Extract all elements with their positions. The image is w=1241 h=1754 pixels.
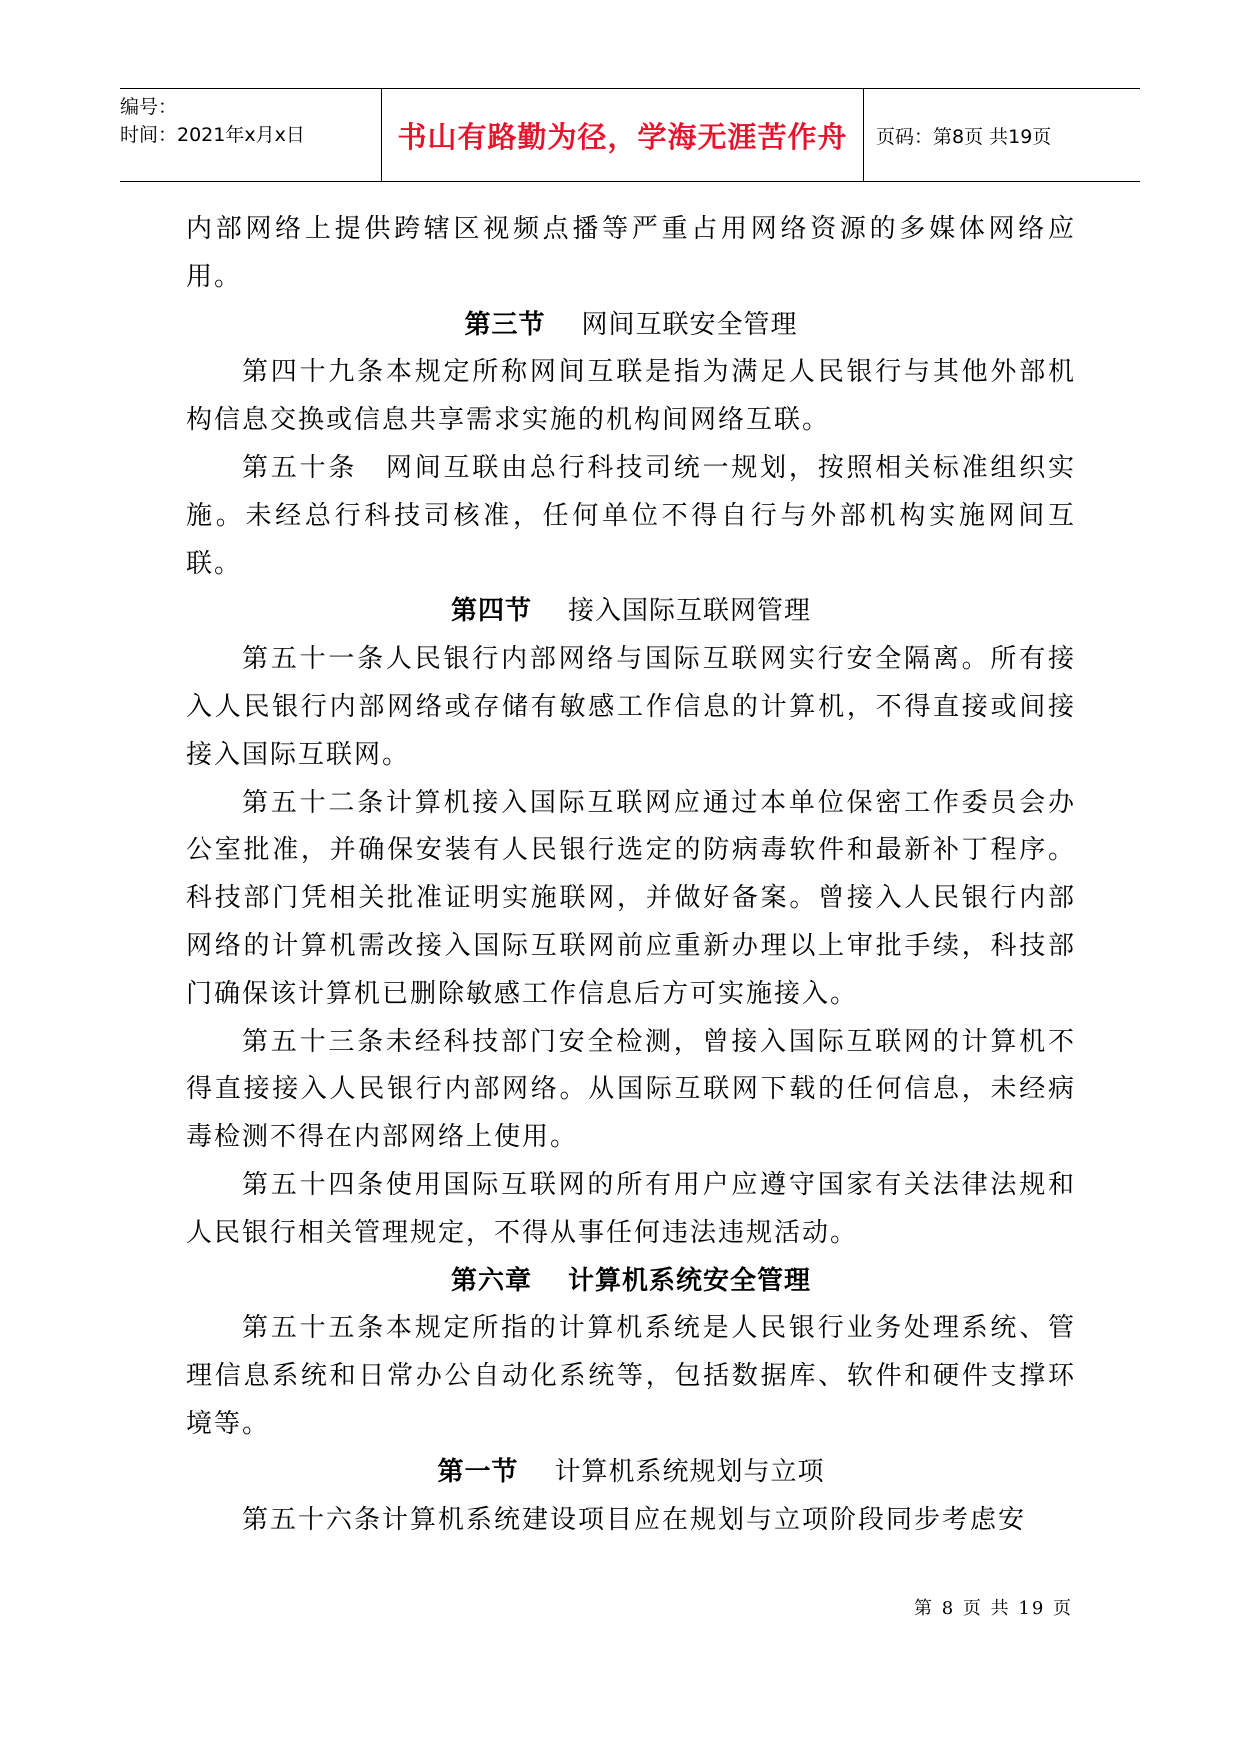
article-53: 第五十三条未经科技部门安全检测，曾接入国际互联网的计算机不得直接接入人民银行内部网络。从国际互联网下载的任何信息，未经病毒检测不得在内部网络上使用。 <box>186 1026 1076 1153</box>
section-heading-3 <box>186 302 1076 350</box>
section-heading-1 <box>186 1449 1076 1497</box>
chapter-number: 第六章 <box>450 1265 532 1296</box>
header-page-label: 页码：第8页 共19页 <box>876 125 1052 148</box>
article-50: 第五十条 网间互联由总行科技司统一规划，按照相关标准组织实施。未经总行科技司核准，任何单位不得自行与外部机构实施网间互联。 <box>186 452 1076 579</box>
paragraph: 内部网络上提供跨辖区视频点播等严重占用网络资源的多媒体网络应用。 <box>186 214 1076 292</box>
page-header <box>120 88 1140 182</box>
article-55: 第五十五条本规定所指的计算机系统是人民银行业务处理系统、管理信息系统和日常办公自动化系统等，包括数据库、软件和硬件支撑环境等。 <box>186 1313 1076 1439</box>
header-page-cell <box>864 89 1140 181</box>
header-motto-cell <box>382 89 864 181</box>
header-motto: 书山有路勤为径，学海无涯苦作舟 <box>397 119 848 154</box>
article-54: 第五十四条使用国际互联网的所有用户应遵守国家有关法律法规和人民银行相关管理规定，不得从事任何违法违规活动。 <box>186 1169 1076 1248</box>
header-number-label: 编号： <box>120 96 178 118</box>
header-meta <box>120 89 382 181</box>
article-51: 第五十一条人民银行内部网络与国际互联网实行安全隔离。所有接入人民银行内部网络或存储有敏感工作信息的计算机，不得直接或间接接入国际互联网。 <box>186 644 1076 770</box>
page-footer: 第 8 页 共 19 页 <box>914 1598 1073 1619</box>
section-title: 接入国际互联网管理 <box>568 596 812 627</box>
article-49: 第四十九条本规定所称网间互联是指为满足人民银行与其他外部机构信息交换或信息共享需求实施的机构间网络互联。 <box>186 357 1076 436</box>
chapter-title: 计算机系统安全管理 <box>568 1265 812 1296</box>
chapter-heading-6 <box>186 1258 1076 1306</box>
article-52: 第五十二条计算机接入国际互联网应通过本单位保密工作委员会办公室批准，并确保安装有人民银行选定的防病毒软件和最新补丁程序。科技部门凭相关批准证明实施联网，并做好备案。曾接入人民银行内部网络的计算机需改接入国际互联网前应重新办理以上审批手续，科技部门确保该计算机已删除敏感工作信息后方可实施接入。 <box>186 787 1076 1009</box>
document-body <box>186 206 1076 1544</box>
section-title: 计算机系统规划与立项 <box>554 1456 825 1487</box>
section-number: 第四节 <box>450 596 532 627</box>
section-number: 第三节 <box>464 309 546 340</box>
article-56: 第五十六条计算机系统建设项目应在规划与立项阶段同步考虑安 <box>242 1504 1027 1535</box>
header-date-label: 时间：2021年x月x日 <box>120 124 305 146</box>
section-number: 第一节 <box>437 1456 519 1487</box>
section-heading-4 <box>186 588 1076 636</box>
section-title: 网间互联安全管理 <box>581 309 798 340</box>
